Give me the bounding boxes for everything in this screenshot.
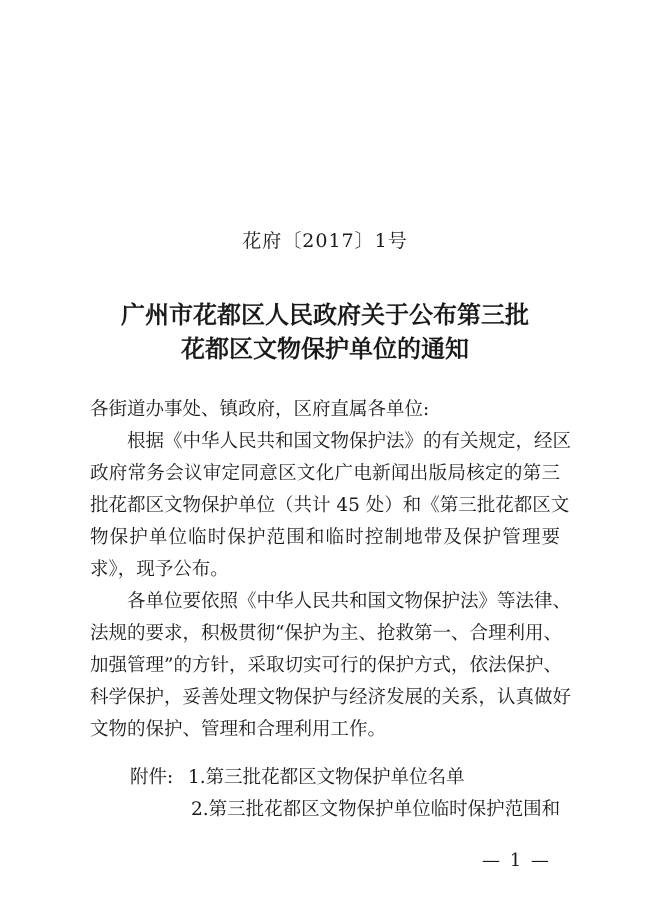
paragraph-2-line-3: 加强管理”的方针，采取切实可行的保护方式，依法保护、 [90, 655, 562, 676]
attachment-item-1: 1.第三批花都区文物保护单位名单 [188, 767, 465, 788]
document-number: 花府〔2017〕1号 [242, 230, 408, 252]
addressee: 各街道办事处、镇政府，区府直属各单位: [90, 399, 430, 420]
title-line-2: 花都区文物保护单位的通知 [181, 334, 469, 363]
paragraph-1-line-3: 批花都区文物保护单位（共计 45 处）和《第三批花都区文 [90, 495, 570, 516]
attachment-item-2: 2.第三批花都区文物保护单位临时保护范围和 [191, 799, 561, 820]
paragraph-1-line-4: 物保护单位临时保护范围和临时控制地带及保护管理要 [90, 527, 560, 548]
paragraph-2-line-2: 法规的要求，积极贯彻“保护为主、抢救第一、合理利用、 [90, 623, 562, 644]
paragraph-2-line-5: 文物的保护、管理和合理利用工作。 [90, 719, 387, 740]
paragraph-2-line-4: 科学保护，妥善处理文物保护与经济发展的关系，认真做好 [90, 687, 572, 708]
paragraph-1-line-1: 根据《中华人民共和国文物保护法》的有关规定，经区 [127, 431, 572, 452]
title-line-1: 广州市花都区人民政府关于公布第三批 [121, 300, 529, 329]
page-number: — 1 — [482, 850, 551, 871]
document-title [0, 298, 650, 366]
attachments-label: 附件: [130, 767, 174, 788]
paragraph-1-line-5: 求》，现予公布。 [90, 559, 229, 580]
paragraph-1-line-2: 政府常务会议审定同意区文化广电新闻出版局核定的第三 [90, 463, 560, 484]
paragraph-2-line-1: 各单位要依照《中华人民共和国文物保护法》等法律、 [127, 591, 572, 612]
